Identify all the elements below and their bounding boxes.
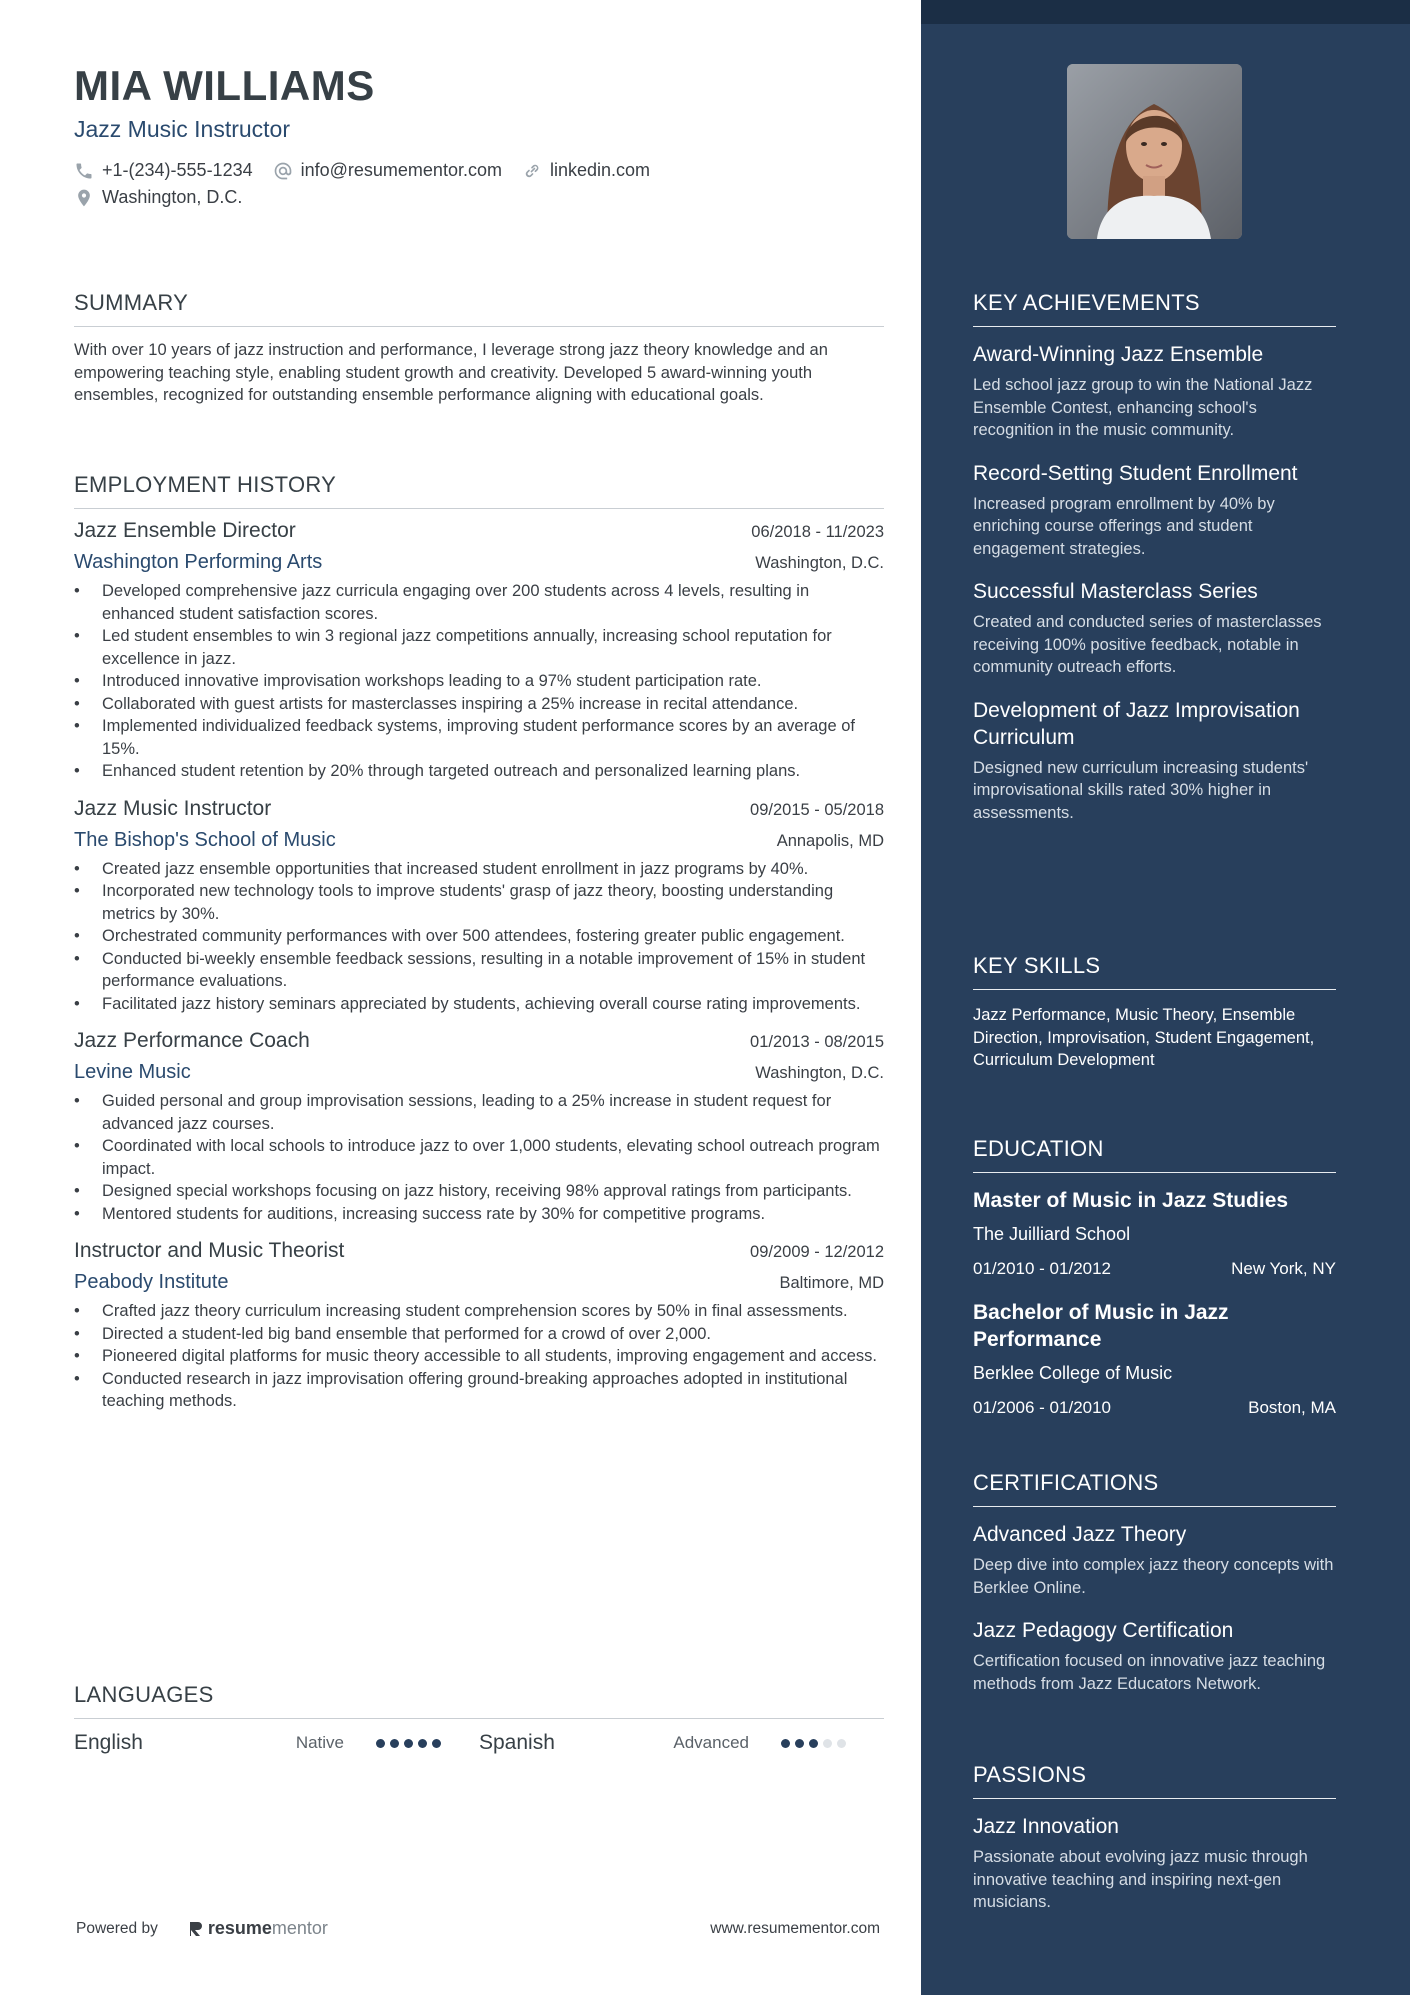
achievement-desc: Designed new curriculum increasing students' improvisational skills rated 30% higher in assessments. <box>973 758 1309 822</box>
bullet-item: • Mentored students for auditions, increasing success rate by 30% for competitive programs. <box>74 1203 884 1226</box>
linkedin-text[interactable]: linkedin.com <box>549 160 651 180</box>
sidebar <box>921 0 1410 1995</box>
job-bullets <box>74 580 884 783</box>
rating-dot-filled <box>418 1739 427 1748</box>
rating-dot-empty <box>823 1739 832 1748</box>
job-location: Annapolis, MD <box>776 831 884 850</box>
education-dates: 01/2010 - 01/2012 <box>973 1259 1112 1278</box>
job-entry <box>74 519 884 783</box>
achievement-title: Development of Jazz Improvisation Curriculum <box>973 698 1300 749</box>
achievements-section <box>973 290 1336 824</box>
job-company: Peabody Institute <box>74 1271 229 1293</box>
brand-bold: resume <box>207 1918 272 1938</box>
language-name: Spanish <box>479 1731 555 1754</box>
education-item <box>973 1187 1336 1279</box>
achievement-item <box>973 460 1336 561</box>
achievement-title: Successful Masterclass Series <box>973 580 1258 603</box>
job-dates: 09/2009 - 12/2012 <box>750 1243 884 1261</box>
language-name: English <box>74 1731 143 1754</box>
email-text[interactable]: info@resumementor.com <box>300 160 502 180</box>
languages-heading: LANGUAGES <box>74 1682 884 1719</box>
bullet-item: • Conducted research in jazz improvisation offering ground-breaking approaches adopted in institutional teaching methods. <box>74 1368 884 1413</box>
job-location: Washington, D.C. <box>755 1064 884 1082</box>
education-section <box>973 1136 1336 1418</box>
job-bullets <box>74 1300 884 1413</box>
education-degree: Bachelor of Music in Jazz Performance <box>973 1301 1229 1351</box>
achievement-item <box>973 341 1336 442</box>
rating-dot-filled <box>404 1739 413 1748</box>
candidate-name: MIA WILLIAMS <box>74 62 375 109</box>
language-item <box>74 1731 479 1755</box>
passion-item <box>973 1813 1336 1914</box>
bullet-item: • Guided personal and group improvisation sessions, leading to a 25% increase in student request for advanced jazz courses. <box>74 1090 884 1135</box>
summary-text: With over 10 years of jazz instruction and performance, I leverage strong jazz theory knowledge and an empowering teaching style, enabling student growth and creativity. Developed 5 award-winning youth ensembles, recognized for outstanding ensemble performance aligning with educational goals. <box>74 341 828 404</box>
achievement-desc: Increased program enrollment by 40% by enriching course offerings and student engagement strategies. <box>973 494 1275 558</box>
language-level: Advanced <box>673 1733 749 1752</box>
job-title: Jazz Performance Coach <box>74 1029 310 1052</box>
location-contact <box>74 187 242 208</box>
website-link[interactable]: www.resumementor.com <box>710 1919 880 1937</box>
languages-section <box>74 1682 884 1755</box>
job-company: Washington Performing Arts <box>74 551 323 573</box>
employment-heading: EMPLOYMENT HISTORY <box>74 472 884 509</box>
job-dates: 09/2015 - 05/2018 <box>750 800 884 819</box>
job-location: Washington, D.C. <box>755 554 884 572</box>
achievement-item <box>973 578 1336 679</box>
education-dates: 01/2006 - 01/2010 <box>973 1398 1112 1417</box>
certification-desc: Certification focused on innovative jazz teaching methods from Jazz Educators Network. <box>973 1652 1326 1693</box>
language-rating <box>376 1739 446 1748</box>
portrait-image <box>1067 64 1242 239</box>
language-level: Native <box>295 1733 344 1752</box>
job-location: Baltimore, MD <box>779 1274 884 1292</box>
job-dates: 06/2018 - 11/2023 <box>751 523 884 541</box>
rating-dot-filled <box>432 1739 441 1748</box>
bullet-item: • Developed comprehensive jazz curricula engaging over 200 students across 4 levels, resulting in enhanced student satisfaction scores. <box>74 580 884 625</box>
education-heading: EDUCATION <box>973 1136 1336 1173</box>
bullet-item: • Introduced innovative improvisation workshops leading to a 97% student participation rate. <box>74 670 884 693</box>
education-location: New York, NY <box>1231 1259 1336 1278</box>
job-title: Jazz Music Instructor <box>74 796 272 820</box>
achievement-title: Award-Winning Jazz Ensemble <box>973 343 1264 366</box>
bullet-item: • Facilitated jazz history seminars appreciated by students, achieving overall course rating improvements. <box>74 993 884 1016</box>
bullet-item: • Implemented individualized feedback systems, improving student performance scores by an average of 15%. <box>74 715 884 760</box>
candidate-title: Jazz Music Instructor <box>74 116 290 142</box>
rating-dot-filled <box>809 1739 818 1748</box>
certifications-heading: CERTIFICATIONS <box>973 1470 1336 1507</box>
job-dates: 01/2013 - 08/2015 <box>750 1033 884 1051</box>
link-icon <box>522 161 542 181</box>
location-pin-icon <box>74 188 94 208</box>
summary-section <box>74 290 884 407</box>
rating-dot-filled <box>795 1739 804 1748</box>
sidebar-top-bar <box>921 0 1410 24</box>
bullet-item: • Led student ensembles to win 3 regional jazz competitions annually, increasing school reputation for excellence in jazz. <box>74 625 884 670</box>
brand-light: mentor <box>271 1918 328 1938</box>
job-company: Levine Music <box>74 1061 191 1083</box>
bullet-item: • Directed a student-led big band ensemble that performed for a crowd of over 2,000. <box>74 1323 884 1346</box>
profile-photo <box>1067 64 1242 239</box>
bullet-item: • Incorporated new technology tools to improve students' grasp of jazz theory, boosting understanding metrics by 30%. <box>74 880 884 925</box>
location-text: Washington, D.C. <box>102 187 243 207</box>
certification-title: Advanced Jazz Theory <box>973 1523 1187 1546</box>
language-rating <box>781 1739 851 1748</box>
job-bullets <box>74 1090 884 1225</box>
bullet-item: • Collaborated with guest artists for masterclasses inspiring a 25% increase in recital attendance. <box>74 693 884 716</box>
bullet-item: • Crafted jazz theory curriculum increasing student comprehension scores by 50% in final assessments. <box>74 1300 884 1323</box>
skills-heading: KEY SKILLS <box>973 953 1336 990</box>
achievement-title: Record-Setting Student Enrollment <box>973 461 1298 485</box>
bullet-item: • Coordinated with local schools to introduce jazz to over 1,000 students, elevating school outreach program impact. <box>74 1135 884 1180</box>
footer <box>76 1918 880 1939</box>
education-school: The Juilliard School <box>973 1224 1131 1244</box>
education-school: Berklee College of Music <box>973 1363 1173 1383</box>
language-item <box>479 1731 884 1755</box>
education-degree: Master of Music in Jazz Studies <box>973 1189 1289 1212</box>
job-entry <box>74 1239 884 1413</box>
achievements-heading: KEY ACHIEVEMENTS <box>973 290 1336 327</box>
email-contact <box>273 160 502 181</box>
bullet-item: • Pioneered digital platforms for music theory accessible to all students, improving engagement and access. <box>74 1345 884 1368</box>
rating-dot-filled <box>376 1739 385 1748</box>
employment-section <box>74 472 884 1413</box>
skills-text: Jazz Performance, Music Theory, Ensemble Direction, Improvisation, Student Engagement, Curriculum Development <box>973 1006 1315 1069</box>
bullet-item: • Created jazz ensemble opportunities that increased student enrollment in jazz programs by 40%. <box>74 858 884 881</box>
linkedin-contact <box>522 160 650 181</box>
languages-row <box>74 1731 884 1755</box>
skills-section <box>973 953 1336 1072</box>
achievement-desc: Created and conducted series of masterclasses receiving 100% positive feedback, notable in community outreach efforts. <box>973 613 1322 676</box>
phone-icon <box>74 161 94 181</box>
location-row <box>74 187 262 208</box>
rating-dot-filled <box>390 1739 399 1748</box>
job-bullets <box>74 858 884 1016</box>
job-entry <box>74 1029 884 1225</box>
job-entry <box>74 797 884 1016</box>
powered-by <box>76 1918 328 1939</box>
bullet-item: • Enhanced student retention by 20% through targeted outreach and personalized learning plans. <box>74 760 884 783</box>
job-title: Jazz Ensemble Director <box>74 519 296 542</box>
at-icon <box>273 161 293 181</box>
achievement-desc: Led school jazz group to win the National Jazz Ensemble Contest, enhancing school's recognition in the music community. <box>973 376 1313 439</box>
education-location: Boston, MA <box>1248 1398 1336 1417</box>
achievement-item <box>973 697 1336 825</box>
certification-title: Jazz Pedagogy Certification <box>973 1619 1234 1642</box>
bullet-item: • Designed special workshops focusing on jazz history, receiving 98% approval ratings from participants. <box>74 1180 884 1203</box>
certifications-section <box>973 1470 1336 1695</box>
passions-section <box>973 1762 1336 1914</box>
certification-item <box>973 1617 1336 1695</box>
passion-desc: Passionate about evolving jazz music through innovative teaching and inspiring next-gen musicians. <box>973 1848 1308 1911</box>
passions-heading: PASSIONS <box>973 1762 1336 1799</box>
bullet-item: • Conducted bi-weekly ensemble feedback sessions, resulting in a notable improvement of 15% in student performance evaluations. <box>74 948 884 993</box>
bullet-item: • Orchestrated community performances with over 500 attendees, fostering greater public engagement. <box>74 925 884 948</box>
contact-row <box>74 160 670 181</box>
education-item <box>973 1299 1336 1418</box>
resumementor-logo[interactable] <box>188 1918 328 1939</box>
phone-contact <box>74 160 253 181</box>
powered-by-text: Powered by <box>76 1919 158 1937</box>
certification-item <box>973 1521 1336 1599</box>
logo-mark-icon <box>188 1920 204 1938</box>
job-title: Instructor and Music Theorist <box>74 1239 345 1262</box>
certification-desc: Deep dive into complex jazz theory concepts with Berklee Online. <box>973 1556 1334 1597</box>
phone-text[interactable]: +1-(234)-555-1234 <box>102 160 253 180</box>
passion-title: Jazz Innovation <box>973 1815 1119 1838</box>
summary-heading: SUMMARY <box>74 290 884 327</box>
job-company: The Bishop's School of Music <box>74 828 336 851</box>
rating-dot-empty <box>837 1739 846 1748</box>
rating-dot-filled <box>781 1739 790 1748</box>
